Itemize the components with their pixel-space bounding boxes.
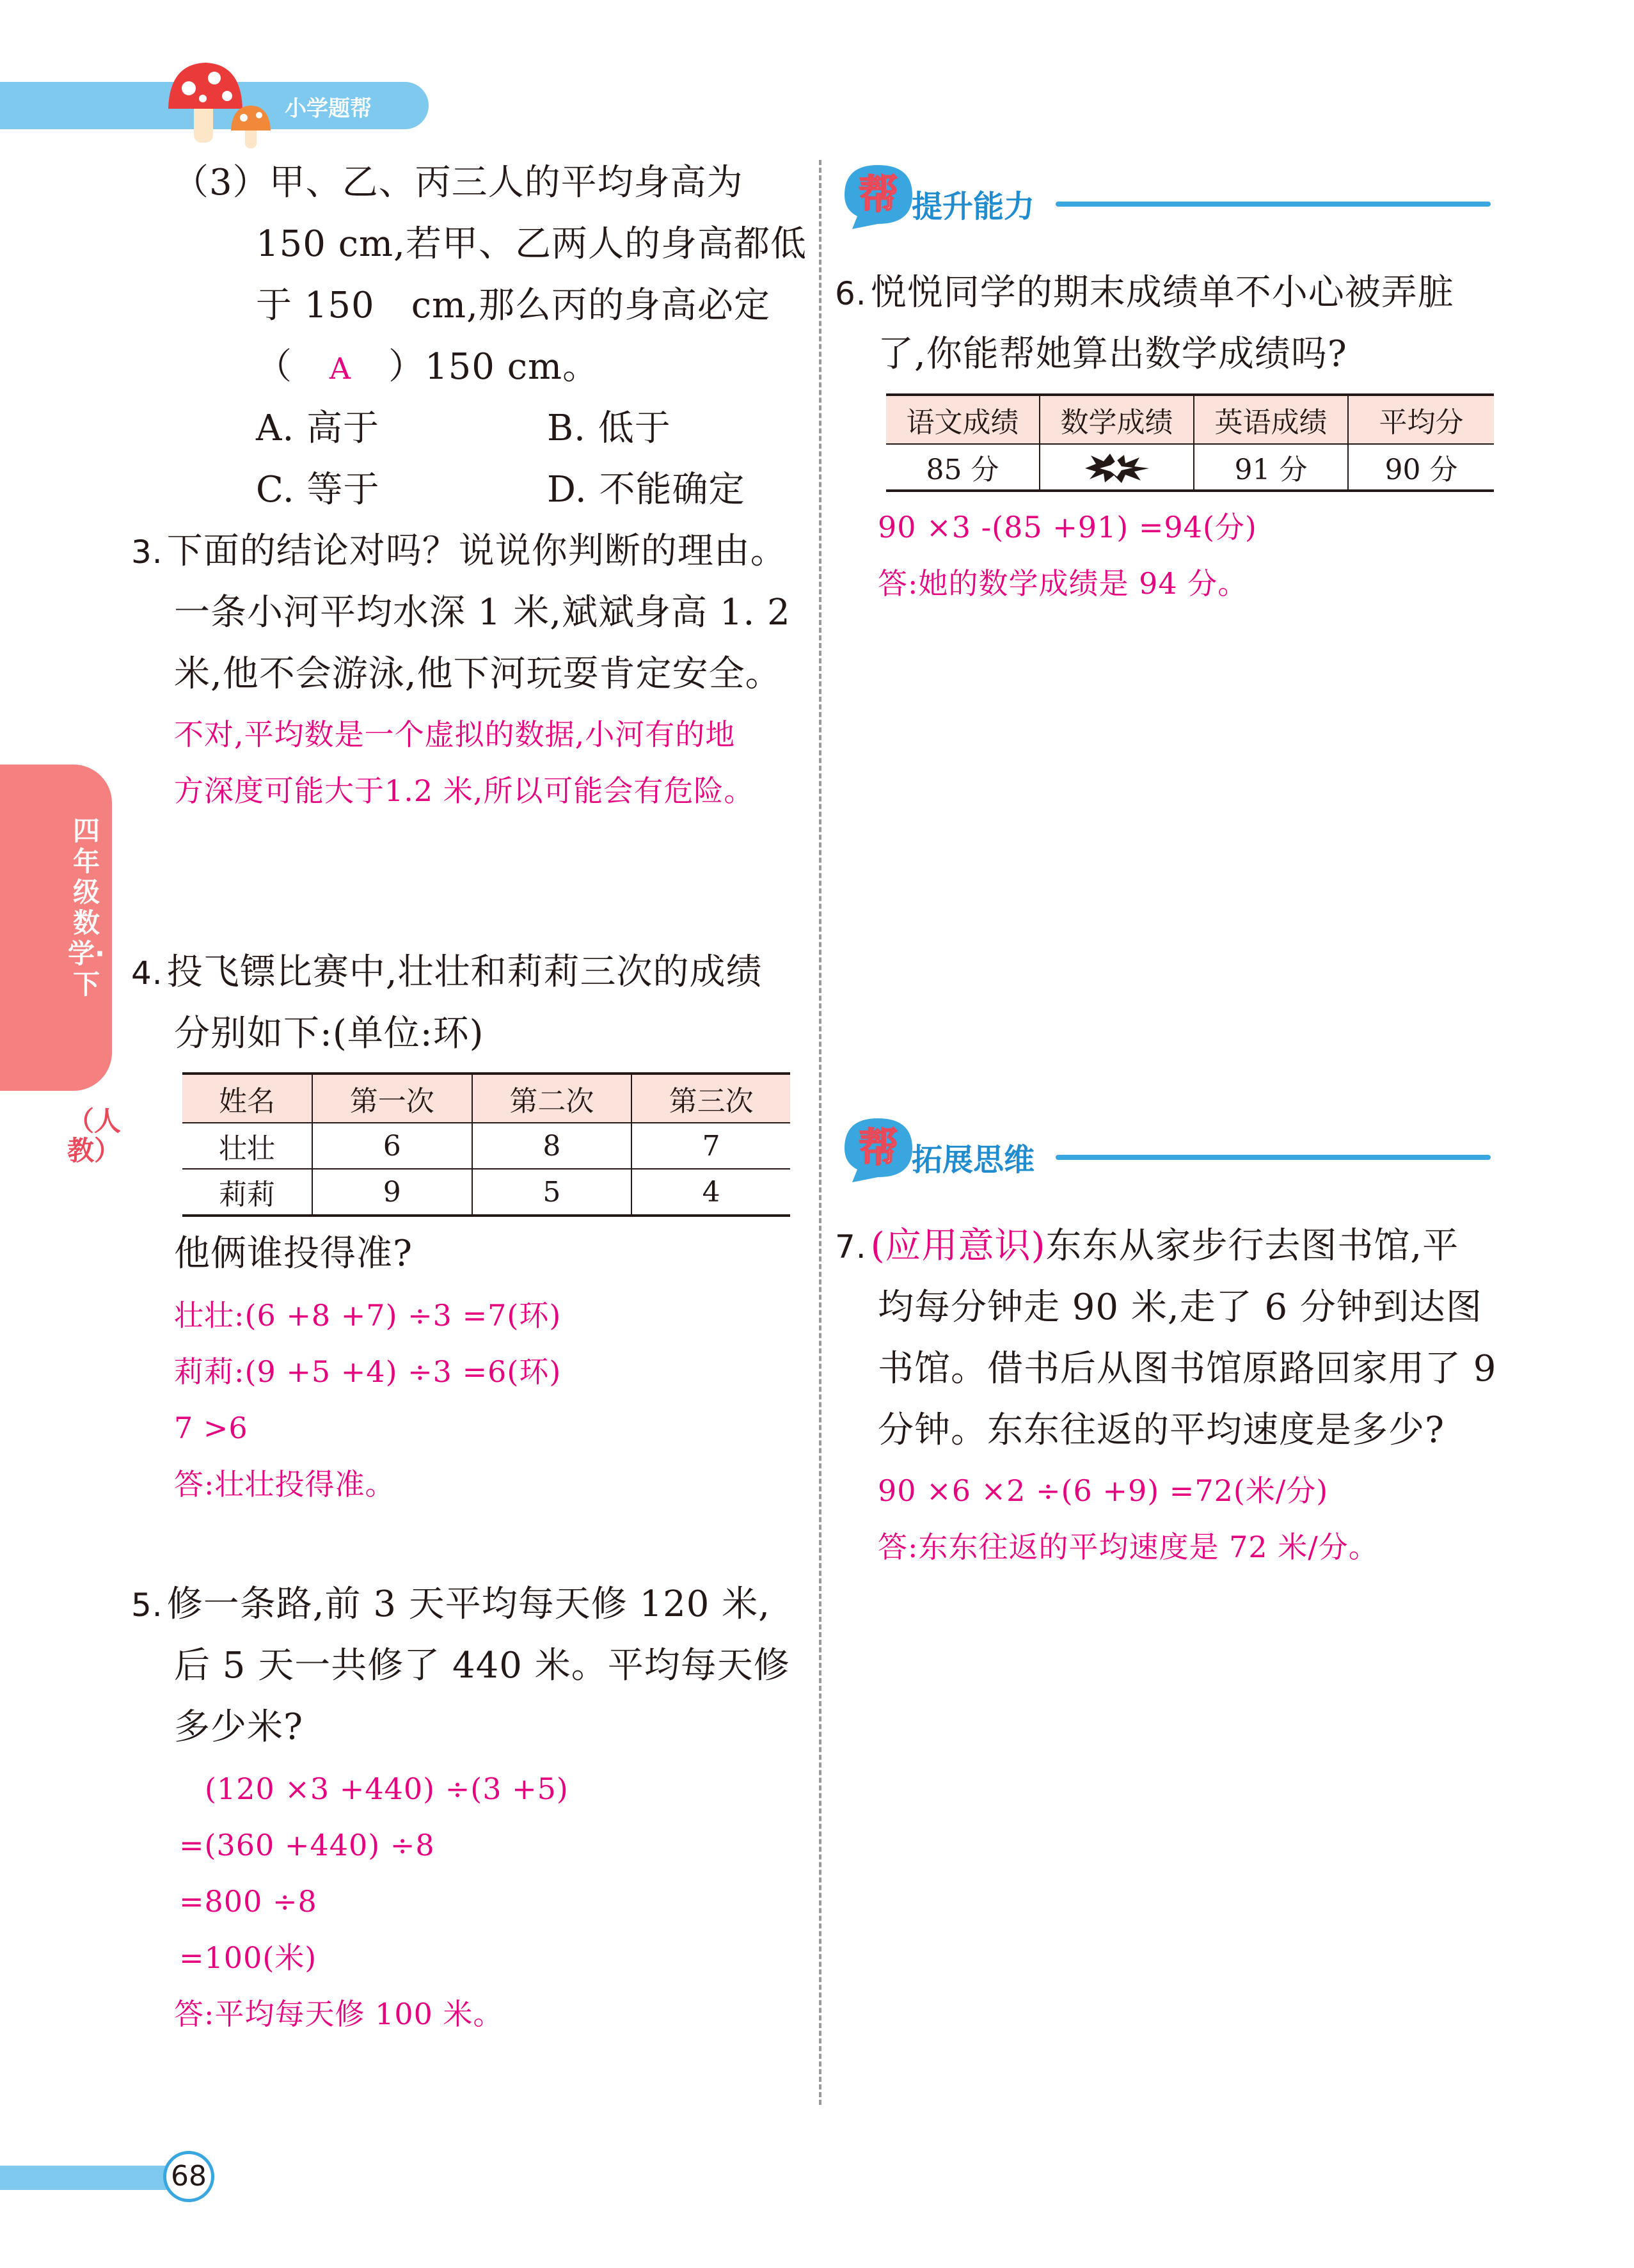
header-chinese: 语文成绩 <box>886 395 1040 444</box>
q3-answer-1: 不对,平均数是一个虚拟的数据,小河有的地 <box>174 717 736 752</box>
table-row <box>886 444 1494 491</box>
section1-rule <box>1056 202 1491 207</box>
q7-text-1: 东东从家步行去图书馆,平 <box>1045 1225 1459 1267</box>
q3-answer-2: 方深度可能大于1.2 米,所以可能会有危险。 <box>174 773 754 808</box>
column-divider <box>819 160 821 2105</box>
q7-number: 7. <box>835 1228 867 1265</box>
cell-score: 4 <box>702 1175 720 1209</box>
q4-line-1 <box>131 942 763 1004</box>
q2-3-line-1: （3）甲、乙、丙三人的平均身高为 <box>173 162 743 203</box>
q7-line-4: 分钟。东东往返的平均速度是多少? <box>878 1409 1445 1451</box>
cell-average-score: 90 分 <box>1384 454 1458 486</box>
q5-answer-5: 答:平均每天修 100 米。 <box>174 1997 504 2031</box>
cell-score: 5 <box>472 1169 632 1216</box>
grade-label: 四年级数学·下 <box>68 815 105 1000</box>
ink-stain-icon <box>1082 452 1152 484</box>
q4-text-1: 投飞镖比赛中,壮壮和莉莉三次的成绩 <box>166 951 763 993</box>
q4-answer-2: 莉莉:(9 +5 +4) ÷3 =6(环) <box>174 1354 562 1389</box>
footer-bar <box>0 2166 173 2190</box>
q4-question: 他俩谁投得准? <box>174 1233 413 1274</box>
q3-line-2: 一条小河平均水深 1 米,斌斌身高 1. 2 <box>174 592 791 633</box>
section1-badge: 帮 <box>858 171 899 218</box>
q2-3-line-2: 150 cm,若甲、乙两人的身高都低 <box>256 223 807 265</box>
q5-text-1: 修一条路,前 3 天平均每天修 120 米, <box>166 1583 771 1625</box>
section2-rule <box>1056 1155 1491 1160</box>
cell-english-score: 91 分 <box>1194 444 1348 491</box>
q5-answer-3: =800 ÷8 <box>179 1884 317 1919</box>
table-header-row <box>182 1074 790 1123</box>
q6-answer-2: 答:她的数学成绩是 94 分。 <box>878 566 1248 601</box>
header-round-2: 第二次 <box>472 1074 632 1123</box>
q4-answer-1: 壮壮:(6 +8 +7) ÷3 =7(环) <box>174 1298 562 1333</box>
q7-tag: (应用意识) <box>870 1225 1046 1267</box>
page-number: 68 <box>163 2151 214 2202</box>
q7-answer-1: 90 ×6 ×2 ÷(6 +9) =72(米/分) <box>878 1473 1329 1508</box>
q2-3-line-3: 于 150 cm,那么丙的身高必定 <box>256 285 770 326</box>
brand-title: 小学题帮 <box>285 96 372 122</box>
table-row <box>182 1123 790 1169</box>
q6-line-2: 了,你能帮她算出数学成绩吗? <box>878 333 1347 375</box>
q6-line-1 <box>835 262 1454 324</box>
cell-name: 莉莉 <box>182 1169 312 1216</box>
q2-3-blank-line <box>256 337 599 399</box>
q5-answer-1: (120 ×3 +440) ÷(3 +5) <box>205 1772 569 1806</box>
q3-text-1: 下面的结论对吗？说说你判断的理由。 <box>166 530 787 572</box>
q6-answer-1: 90 ×3 -(85 +91) =94(分) <box>878 510 1257 544</box>
header-name: 姓名 <box>182 1074 312 1123</box>
bang-badge-icon <box>838 160 921 230</box>
header-english: 英语成绩 <box>1194 395 1348 444</box>
q7-line-1 <box>835 1216 1459 1278</box>
q4-answer-3: 7 >6 <box>174 1411 248 1445</box>
option-c: C. 等于 <box>256 469 380 511</box>
table-row <box>182 1169 790 1216</box>
cell-score: 8 <box>472 1123 632 1169</box>
cell-score: 6 <box>312 1123 472 1169</box>
q7-line-2: 均每分钟走 90 米,走了 6 分钟到达图 <box>878 1287 1482 1328</box>
blank-open: （ <box>256 346 292 388</box>
q5-line-1 <box>131 1574 770 1636</box>
option-a: A. 高于 <box>256 408 380 449</box>
q4-number: 4. <box>131 955 163 992</box>
cell-chinese-score: 85 分 <box>886 444 1040 491</box>
header-average: 平均分 <box>1348 395 1494 444</box>
cell-score: 7 <box>702 1129 720 1162</box>
bang-badge-icon <box>838 1113 921 1184</box>
section2-badge: 帮 <box>858 1124 899 1171</box>
cell-score: 9 <box>312 1169 472 1216</box>
q6-number: 6. <box>835 275 867 312</box>
table-header-row <box>886 395 1494 444</box>
cell-math-stain <box>1040 444 1194 491</box>
header-math: 数学成绩 <box>1040 395 1194 444</box>
option-b: B. 低于 <box>547 408 671 449</box>
section2-title: 拓展思维 <box>912 1142 1035 1178</box>
cell-name: 壮壮 <box>182 1123 312 1169</box>
q3-line-3: 米,他不会游泳,他下河玩耍肯定安全。 <box>174 653 782 695</box>
answer-choice: A <box>329 351 352 386</box>
q5-answer-4: =100(米) <box>179 1940 317 1975</box>
q6-text-1: 悦悦同学的期末成绩单不小心被弄脏 <box>870 272 1454 313</box>
mushroom-icon <box>163 56 278 152</box>
q7-answer-2: 答:东东往返的平均速度是 72 米/分。 <box>878 1530 1379 1564</box>
q5-number: 5. <box>131 1587 163 1624</box>
q7-line-3: 书馆。借书后从图书馆原路回家用了 9 <box>878 1348 1497 1390</box>
q5-line-3: 多少米? <box>174 1706 304 1748</box>
q3-number: 3. <box>131 534 163 571</box>
q3-line-1 <box>131 521 787 583</box>
q5-answer-2: =(360 +440) ÷8 <box>179 1828 435 1862</box>
q4-line-2: 分别如下:(单位:环) <box>174 1013 484 1054</box>
option-d: D. 不能确定 <box>547 469 745 511</box>
header-round-1: 第一次 <box>312 1074 472 1123</box>
q4-answer-4: 答:壮壮投得准。 <box>174 1467 395 1502</box>
edition-label: （人教） <box>67 1106 122 1166</box>
section1-title: 提升能力 <box>912 189 1035 225</box>
header-round-3: 第三次 <box>631 1074 790 1123</box>
q5-line-2: 后 5 天一共修了 440 米。平均每天修 <box>174 1645 790 1686</box>
darts-score-table <box>182 1072 790 1217</box>
blank-close: ）150 cm。 <box>388 346 599 388</box>
report-card-table <box>886 393 1494 492</box>
